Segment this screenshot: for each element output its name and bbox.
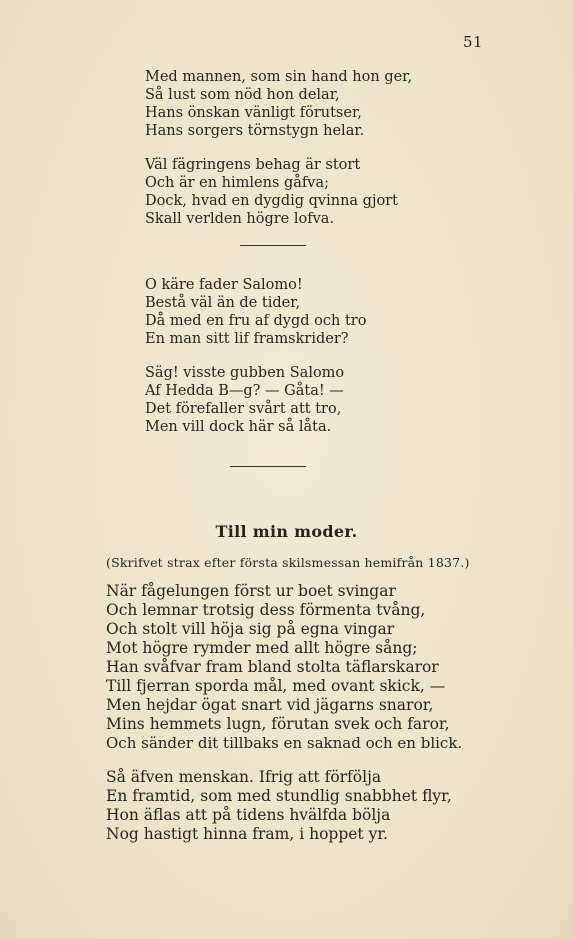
verse-line: O käre fader Salomo! xyxy=(145,277,303,293)
verse-line: En framtid, som med stundlig snabbhet flyr, xyxy=(106,787,452,805)
verse-line: Hon äflas att på tidens hvälfda bölja xyxy=(106,806,391,824)
verse-line: Hans önskan vänligt förutser, xyxy=(145,105,362,121)
verse-line: Och stolt vill höja sig på egna vingar xyxy=(106,620,395,638)
verse-line: En man sitt lif framskrider? xyxy=(145,331,349,347)
verse-line: Men vill dock här så låta. xyxy=(145,419,332,435)
section-divider xyxy=(230,466,306,467)
verse-line: Han svåfvar fram bland stolta täflarskaror xyxy=(106,658,439,676)
verse-line: När fågelungen först ur boet svingar xyxy=(106,582,396,600)
verse-line: Men hejdar ögat snart vid jägarns snaror, xyxy=(106,696,434,714)
verse-line: Mot högre rymder med allt högre sång; xyxy=(106,639,418,657)
verse-line: Så äfven menskan. Ifrig att förfölja xyxy=(106,768,382,786)
verse-line: Af Hedda B—g? — Gåta! — xyxy=(145,383,344,399)
section-divider xyxy=(240,245,306,246)
verse-line: Mins hemmets lugn, förutan svek och faror, xyxy=(106,715,450,733)
verse-line: Och lemnar trotsig dess förmenta tvång, xyxy=(106,601,426,619)
poem-subtitle-note: (Skrifvet strax efter första skilsmessan hemifrån 1837.) xyxy=(106,555,470,570)
verse-line: Till fjerran sporda mål, med ovant skick, — xyxy=(106,677,446,695)
verse-line: Det förefaller svårt att tro, xyxy=(145,401,342,417)
verse-line: Och är en himlens gåfva; xyxy=(145,175,330,191)
verse-line: Skall verlden högre lofva. xyxy=(145,211,335,227)
verse-line: Bestå väl än de tider, xyxy=(145,295,301,311)
poem-title: Till min moder. xyxy=(215,522,358,541)
verse-line: Säg! visste gubben Salomo xyxy=(145,365,345,381)
verse-line: Dock, hvad en dygdig qvinna gjort xyxy=(145,193,398,209)
verse-line: Hans sorgers törnstygn helar. xyxy=(145,123,365,139)
verse-line: Nog hastigt hinna fram, i hoppet yr. xyxy=(106,825,388,843)
verse-line: Då med en fru af dygd och tro xyxy=(145,313,367,329)
verse-line: Så lust som nöd hon delar, xyxy=(145,87,340,103)
verse-line: Med mannen, som sin hand hon ger, xyxy=(145,69,413,85)
page-number: 51 xyxy=(463,33,484,51)
verse-line: Väl fägringens behag är stort xyxy=(145,157,361,173)
verse-line: Och sänder dit tillbaks en saknad och en blick. xyxy=(106,734,463,752)
